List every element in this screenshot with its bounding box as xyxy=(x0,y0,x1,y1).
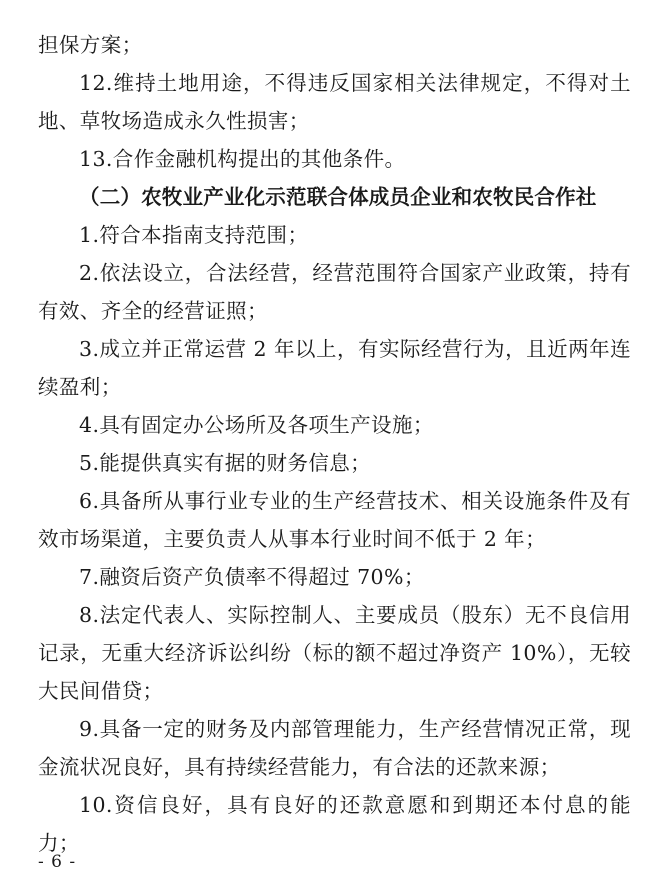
paragraph: 12.维持土地用途，不得违反国家相关法律规定，不得对土地、草牧场造成永久性损害； xyxy=(38,71,631,133)
paragraph: 1.符合本指南支持范围； xyxy=(79,223,309,247)
section-heading: （二）农牧业产业化示范联合体成员企业和农牧民合作社 xyxy=(79,185,597,209)
paragraph: 6.具备所从事行业专业的生产经营技术、相关设施条件及有效市场渠道，主要负责人从事本行业时间不低于 2 年； xyxy=(38,489,631,551)
paragraph: 9.具备一定的财务及内部管理能力，生产经营情况正常，现金流状况良好，具有持续经营能力，有合法的还款来源； xyxy=(38,717,631,779)
paragraph: 3.成立并正常运营 2 年以上，有实际经营行为，且近两年连续盈利； xyxy=(38,337,631,399)
document-body xyxy=(38,26,631,862)
paragraph: 13.合作金融机构提出的其他条件。 xyxy=(79,147,406,171)
paragraph: 10.资信良好，具有良好的还款意愿和到期还本付息的能力； xyxy=(38,793,631,855)
paragraph: 2.依法设立，合法经营，经营范围符合国家产业政策，持有有效、齐全的经营证照； xyxy=(38,261,631,323)
paragraph: 7.融资后资产负债率不得超过 70%； xyxy=(79,565,425,589)
page-number: - 6 - xyxy=(38,852,77,872)
paragraph: 5.能提供真实有据的财务信息； xyxy=(79,451,372,475)
paragraph: 8.法定代表人、实际控制人、主要成员（股东）无不良信用记录，无重大经济诉讼纠纷（标的额不超过净资产 10%），无较大民间借贷； xyxy=(38,603,631,703)
paragraph: 担保方案； xyxy=(38,33,143,57)
paragraph: 4.具有固定办公场所及各项生产设施； xyxy=(79,413,434,437)
